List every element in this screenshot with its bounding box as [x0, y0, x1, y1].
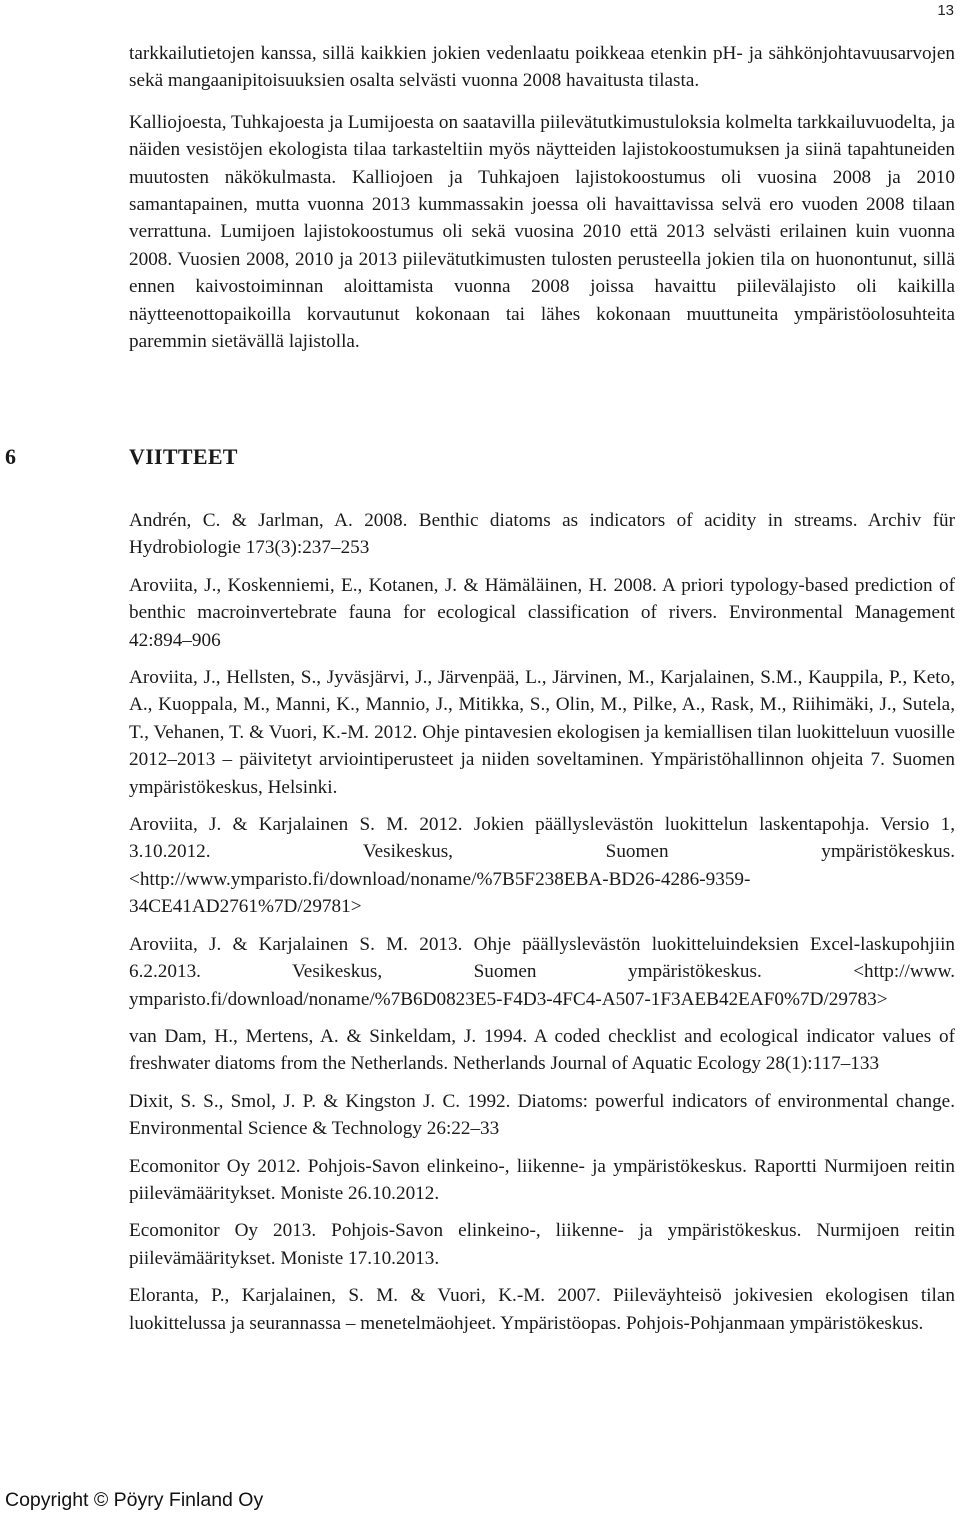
reference-item: Ecomonitor Oy 2013. Pohjois-Savon elinkeino-, liikenne- ja ympäristökeskus. Nurmijoen reitin piilevämääritykset. Moniste 17.10.2013. — [129, 1220, 955, 1269]
body-text — [129, 40, 955, 355]
section-title: VIITTEET — [129, 444, 238, 469]
section-number: 6 — [5, 444, 16, 469]
reference-item: Ecomonitor Oy 2012. Pohjois-Savon elinkeino-, liikenne- ja ympäristökeskus. Raportti Nurmijoen reitin piilevämääritykset. Moniste 26.10.2012. — [129, 1155, 955, 1204]
reference-item: Andrén, C. & Jarlman, A. 2008. Benthic diatoms as indicators of acidity in streams. Archiv für Hydrobiologie 173(3):237–253 — [129, 510, 955, 559]
footer-copyright: Copyright © Pöyry Finland Oy — [5, 1489, 264, 1511]
reference-item: Aroviita, J., Koskenniemi, E., Kotanen, J. & Hämäläinen, H. 2008. A priori typology-based prediction of benthic macroinvertebrate fauna for ecological classification of rivers. Environmental Management 42:894–906 — [129, 574, 955, 651]
reference-item: Dixit, S. S., Smol, J. P. & Kingston J. C. 1992. Diatoms: powerful indicators of environmental change. Environmental Science & Technology 26:22–33 — [129, 1090, 955, 1140]
reference-item: Aroviita, J. & Karjalainen S. M. 2013. Ohje päällyslevästön luokitteluindeksien Excel-laskupohjiin 6.2.2013. Vesikeskus, Suomen ympäristökeskus. <http://www. ymparisto.fi/download/noname/%7B6D0823E5-F4D3-4FC4-A507-1F3AEB42EAF0%7D/29783> — [129, 933, 955, 1010]
reference-item: van Dam, H., Mertens, A. & Sinkeldam, J. 1994. A coded checklist and ecological indicator values of freshwater diatoms from the Netherlands. Netherlands Journal of Aquatic Ecology 28(1):117–133 — [129, 1025, 955, 1075]
reference-item: Aroviita, J., Hellsten, S., Jyväsjärvi, J., Järvenpää, L., Järvinen, M., Karjalainen, S.M., Kauppila, P., Keto, A., Kuoppala, M., Manni, K., Mannio, J., Mitikka, S., Olin, M., Pilke, A., Rask, M., Riihimäki, J., Sutela, T., Vehanen, T. & Vuori, K.-M. 2012. Ohje pintavesien ekologisen ja kemiallisen tilan luokitteluun vuosille 2012–2013 – päivitetyt arviointiperusteet ja niiden soveltaminen. Ympäristöhallinnon ohjeita 7. Suomen ympäristökeskus, Helsinki. — [129, 667, 955, 798]
reference-list — [129, 507, 955, 1347]
page-number: 13 — [937, 2, 954, 19]
paragraph-1: tarkkailutietojen kanssa, sillä kaikkien jokien vedenlaatu poikkeaa etenkin pH- ja sähkönjohtavuusarvojen sekä mangaanipitoisuuksien osalta selvästi vuonna 2008 havaitusta tilasta. — [129, 43, 955, 92]
paragraph-2: Kalliojoesta, Tuhkajoesta ja Lumijoesta on saatavilla piilevätutkimustuloksia kolmelta tarkkailuvuodelta, ja näiden vesistöjen ekologista tilaa tarkasteltiin myös näytteiden lajistokoostumuksen ja siinä tapahtuneiden muutosten näkökulmasta. Kalliojoen ja Tuhkajoen lajistokoostumus oli vuosina 2008 ja 2010 samantapainen, mutta vuonna 2013 kummassakin joessa oli havaittavissa selvä ero vuoden 2008 tilaan verrattuna. Lumijoen lajistokoostumus oli sekä vuosina 2010 että 2013 selvästi erilainen kuin vuonna 2008. Vuosien 2008, 2010 ja 2013 piilevätutkimusten tulosten perusteella jokien tila on huonontunut, sillä ennen kaivostoiminnan aloittamista vuonna 2008 joissa havaittu piilevälajisto oli kaikilla näytteenottopaikoilla korvautunut kokonaan tai lähes kokonaan muuttuneita ympäristöolosuhteita paremmin sietävällä lajistolla. — [129, 111, 955, 353]
reference-item: Eloranta, P., Karjalainen, S. M. & Vuori, K.-M. 2007. Piileväyhteisö jokivesien ekologisen tilan luokittelussa ja seurannassa – menetelmäohjeet. Ympäristöopas. Pohjois-Pohjanmaan ympäristökeskus. — [129, 1285, 955, 1334]
reference-item: Aroviita, J. & Karjalainen S. M. 2012. Jokien päällyslevästön luokittelun laskentapohja. Versio 1, 3.10.2012. Vesikeskus, Suomen ympäristökeskus. <http://www.ymparisto.fi/download/noname/%7B5F238EBA-BD26-4286-9359-34CE41AD2761%7D/29781> — [129, 814, 955, 918]
section-heading — [0, 440, 960, 474]
